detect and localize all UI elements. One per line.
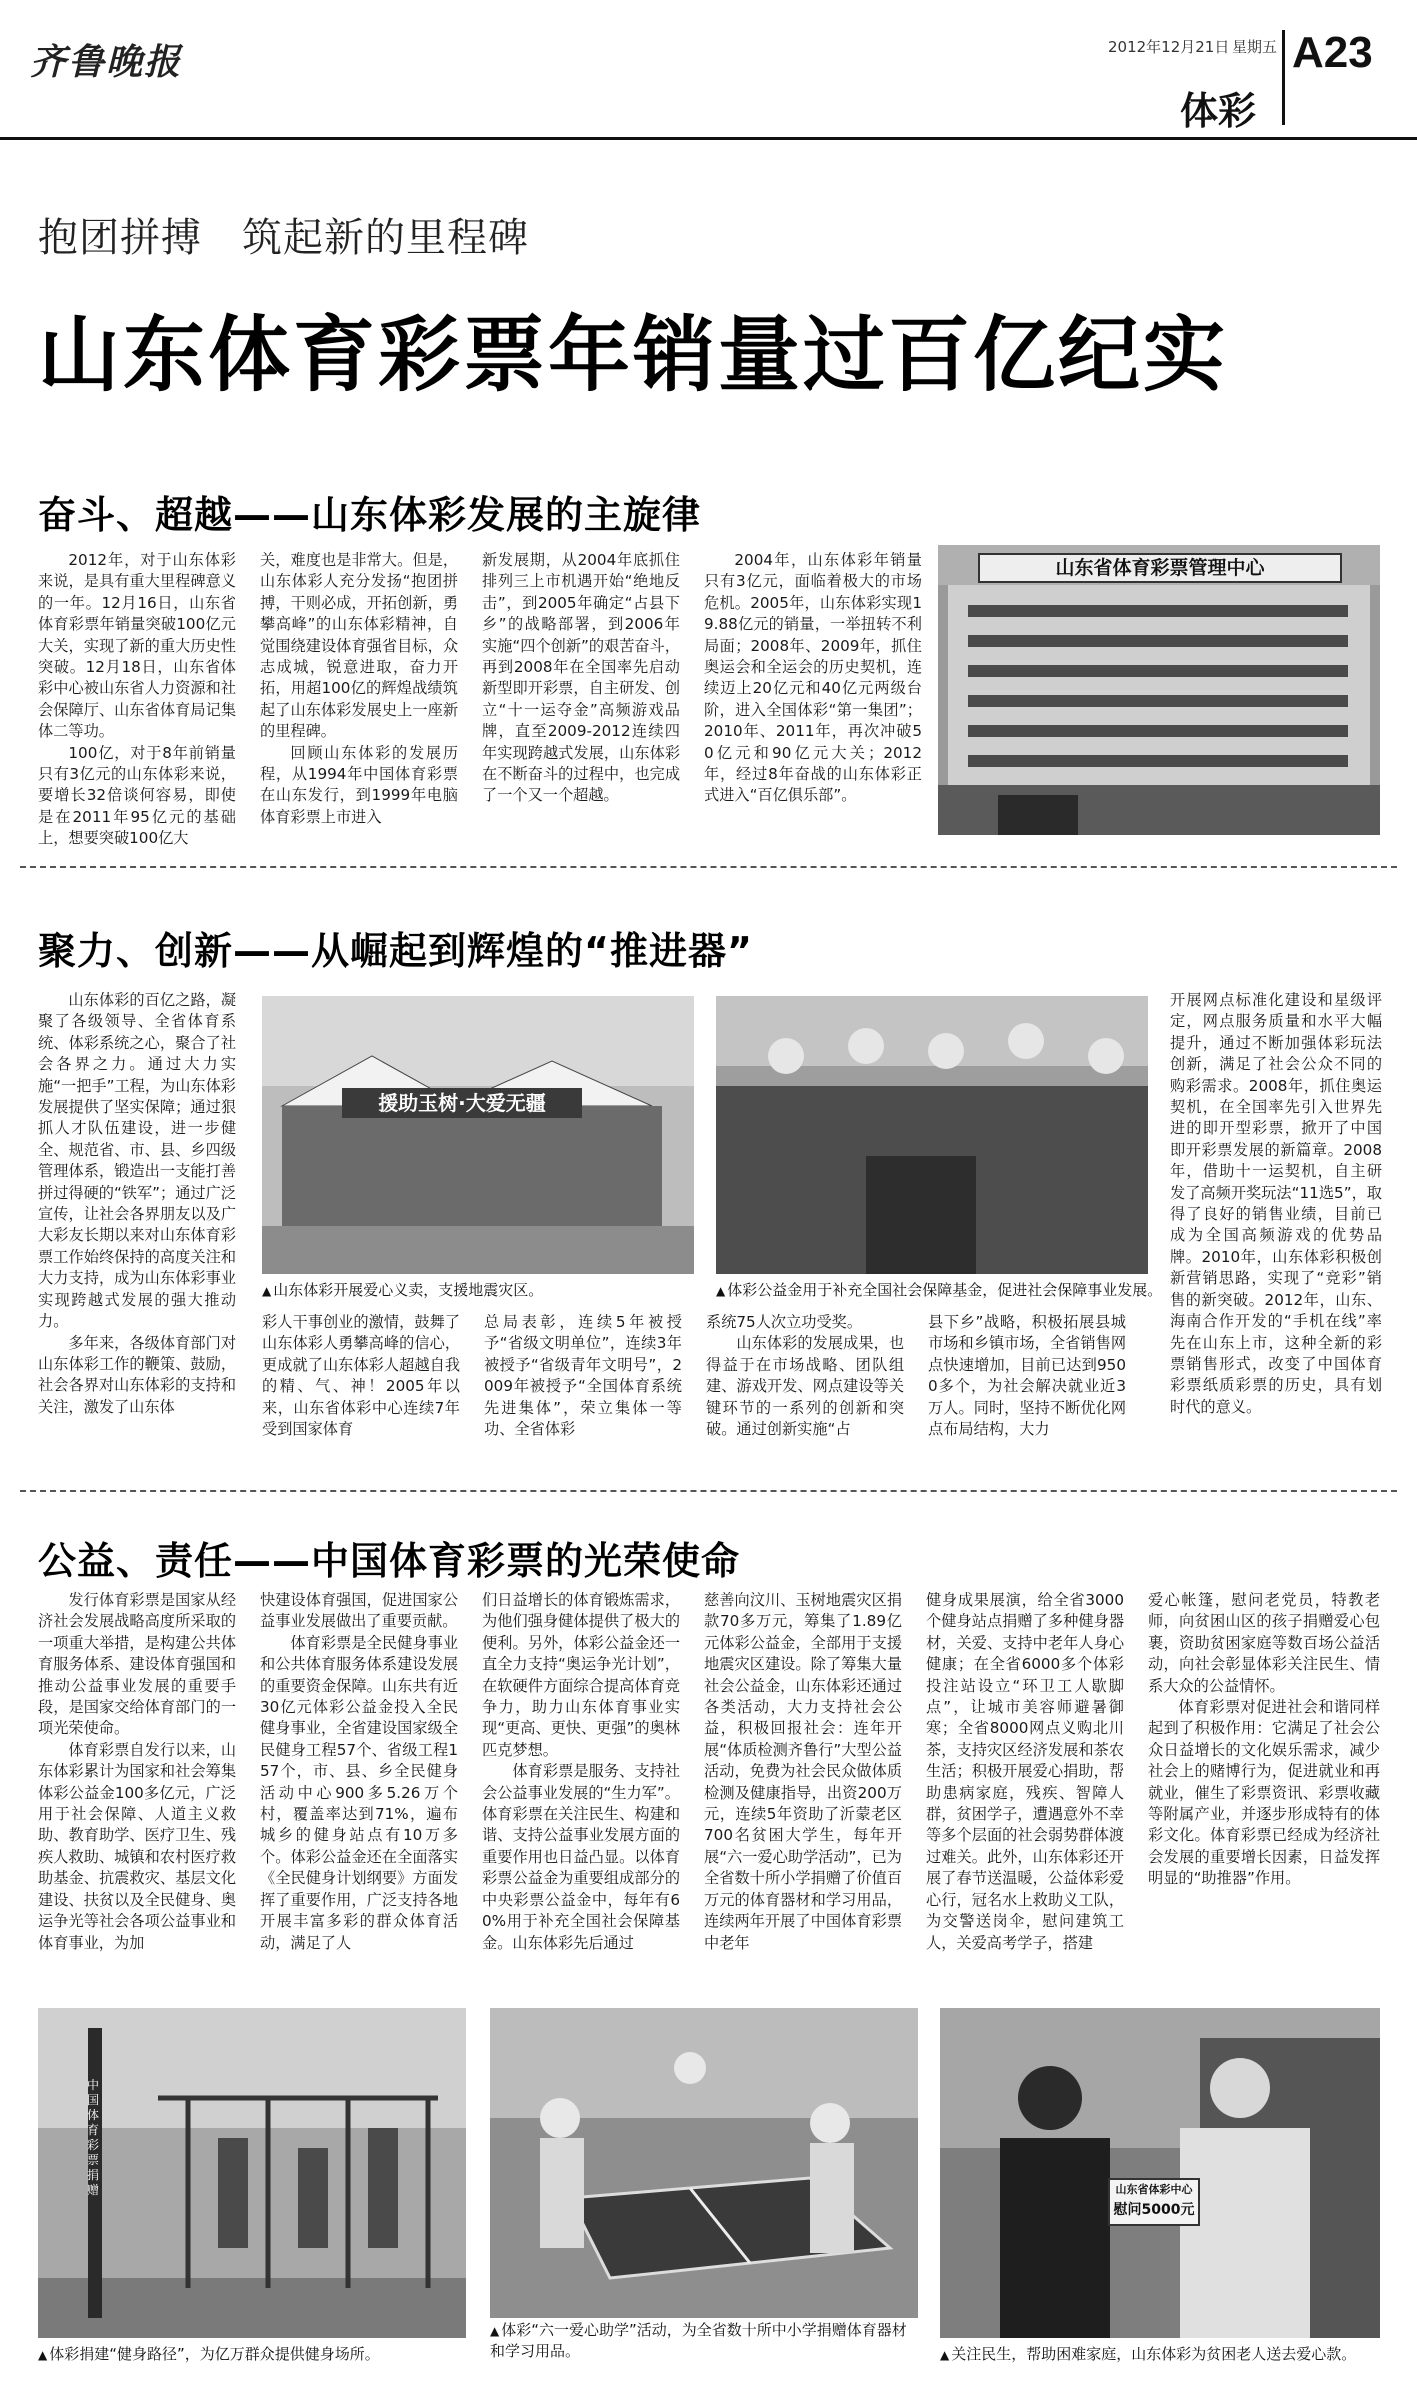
donation-check-sign	[1108, 2178, 1200, 2226]
page-headline: 山东体育彩票年销量过百亿纪实	[38, 308, 1229, 403]
section1-column-3	[482, 550, 680, 850]
section3-column-6	[1148, 1590, 1380, 1994]
paragraph: 总局表彰，连续5年被授予“省级文明单位”，连续3年被授予“省级青年文明号”，2009年被授予“全国体育系统先进集体”，荣立集体一等功、全省体彩	[484, 1313, 682, 1439]
issue-weekday: 星期五	[1232, 38, 1278, 56]
masthead-rule	[0, 137, 1417, 140]
paragraph: 体育彩票对促进社会和谐同样起到了积极作用：它满足了社会公众日益增长的文化娱乐需求，减少社会上的赌博行为，促进就业和再就业，催生了彩票资讯、彩票收藏等附属产业，并逐步形成特有的体彩文化。体育彩票已经成为经济社会发展的重要增长因素，日益发挥明显的“助推器”作用。	[1148, 1698, 1380, 1888]
photo-caption: ▲ 山东体彩开展爱心义卖，支援地震灾区。	[262, 1281, 544, 1299]
section2-column-6	[1170, 990, 1382, 1470]
kicker-part-2: 筑起新的里程碑	[242, 215, 529, 261]
section1-column-4	[704, 550, 922, 850]
kicker	[38, 206, 529, 263]
fitness-path-illustration	[38, 2008, 466, 2338]
section2-column-2	[262, 1312, 460, 1472]
charity-sale-illustration	[262, 996, 694, 1274]
caption-text: 山东体彩开展爱心义卖，支援地震灾区。	[273, 1281, 544, 1299]
fitness-sign: 中国体育彩票捐赠	[86, 2078, 99, 2197]
section2-column-4	[706, 1312, 904, 1472]
caption-text: 体彩捐建“健身路径”，为亿万群众提供健身场所。	[49, 2345, 380, 2363]
photo-fitness-path	[38, 2008, 466, 2338]
paragraph: 爱心帐篷，慰问老党员，特教老师，向贫困山区的孩子捐赠爱心包裹，资助贫困家庭等数百场公益活动，向社会彰显体彩关注民生、情系大众的公益情怀。	[1148, 1591, 1380, 1695]
section3-column-3	[482, 1590, 680, 1994]
photo-performers	[716, 996, 1148, 1274]
masthead-divider	[1282, 30, 1285, 125]
newspaper-logo: 齐鲁晚报	[30, 41, 183, 83]
paragraph: 开展网点标准化建设和星级评定，网点服务质量和水平大幅提升，通过不断加强体彩玩法创新，满足了社会公众不同的购彩需求。2008年，抓住奥运契机，在全国率先引入世界先进的即开型彩票，掀开了中国即开彩票发展的新篇章。2008年，借助十一运契机，自主研发了高频开奖玩法“11选5”，取得了良好的销售业绩，目前已成为全国高频游戏的优势品牌。2010年，山东体彩积极创新营销思路，实现了“竞彩”销售的新突破。2012年，山东、海南合作开发的“手机在线”率先在山东上市，这种全新的彩票销售形式，改变了中国体育彩票纸质彩票的历史，具有划时代的意义。	[1170, 991, 1382, 1416]
paragraph: 山东体彩的发展成果，也得益于在市场战略、团队组建、游戏开发、网点建设等关键环节的一系列的创新和突破。通过创新实施“占	[706, 1334, 904, 1439]
paragraph: 们日益增长的体育锻炼需求，为他们强身健体提供了极大的便利。另外，体彩公益金还一直全力支持“奥运争光计划”，在软硬件方面综合提高体育竞争力，助力山东体育事业实现“更高、更快、更强”的奥林匹克梦想。	[482, 1591, 680, 1759]
paragraph: 系统75人次立功受奖。	[706, 1313, 863, 1331]
performers-illustration	[716, 996, 1148, 1274]
paragraph: 多年来，各级体育部门对山东体彩工作的鞭策、鼓励，社会各界对山东体彩的支持和关注，激发了山东体	[38, 1333, 236, 1416]
paragraph: 2012年，对于山东体彩来说，是具有重大里程碑意义的一年。12月16日，山东省体育彩票年销量突破100亿元大关，实现了新的重大历史性突破。12月18日，山东省体彩中心被山东省人力资源和社会保障厅、山东省体育局记集体二等功。	[38, 551, 236, 741]
paragraph: 慈善向汶川、玉树地震灾区捐款70多万元，筹集了1.89亿元体彩公益金，全部用于支援地震灾区建设。除了筹集大量社会公益金，山东体彩还通过各类活动，大力支持社会公益，积极回报社会：连年开展“体质检测齐鲁行”大型公益活动，免费为社会民众做体质检测及健康指导，出资200万元，连续5年资助了沂蒙老区700名贫困大学生，每年开展“六一爱心助学活动”，已为全省数十所小学捐赠了价值百万元的体育器材和学习用品，连续两年开展了中国体育彩票中老年	[704, 1591, 902, 1952]
section-divider	[20, 866, 1397, 868]
paragraph: 新发展期，从2004年底抓住排列三上市机遇开始“绝地反击”，到2005年确定“占县下乡”的战略部署，到2006年实施“四个创新”的艰苦奋斗，再到2008年在全国率先启动新型即开彩票，自主研发、创立“十一运夺金”高频游戏品牌，直至2009-2012连续四年实现跨越式发展，山东体彩在不断奋斗的过程中，也完成了一个又一个超越。	[482, 551, 680, 805]
photo-charity-sale	[262, 996, 694, 1274]
kicker-part-1: 抱团拼搏	[38, 215, 202, 261]
caption-text: 体彩“六一爱心助学”活动，为全省数十所中小学捐赠体育器材和学习用品。	[490, 2321, 907, 2360]
paragraph: 快建设体育强国，促进国家公益事业发展做出了重要贡献。	[260, 1591, 458, 1631]
section3-column-5	[926, 1590, 1124, 1994]
photo-table-tennis	[490, 2008, 918, 2318]
paragraph: 健身成果展演，给全省3000个健身站点捐赠了多种健身器材，关爱、支持中老年人身心健康；在全省6000多个体彩投注站设立“环卫工人歇脚点”，让城市美容师避暑御寒；全省8000网点义购北川茶，支持灾区经济发展和茶农生活；积极开展爱心捐助，帮助患病家庭，残疾、智障人群，贫困学子，遭遇意外不幸等多个层面的社会弱势群体渡过难关。此外，山东体彩还开展了春节送温暖，公益体彩爱心行，冠名水上救助义工队，为交警送岗伞，慰问建筑工人，关爱高考学子，搭建	[926, 1591, 1124, 1952]
page-number: A23	[1292, 28, 1373, 77]
photo-caption: ▲ 体彩“六一爱心助学”活动，为全省数十所中小学捐赠体育器材和学习用品。	[490, 2321, 907, 2360]
building-illustration	[938, 545, 1380, 835]
section-divider	[20, 1490, 1397, 1492]
paragraph: 发行体育彩票是国家从经济社会发展战略高度所采取的一项重大举措，是构建公共体育服务体系、建设体育强国和推动公益事业发展的重要手段，是国家交给体育部门的一项光荣使命。	[38, 1591, 236, 1738]
section2-title: 聚力、创新——从崛起到辉煌的“推进器”	[38, 929, 753, 973]
issue-date: 2012年12月21日	[1108, 38, 1230, 56]
paragraph: 100亿，对于8年前销量只有3亿元的山东体彩来说，要增长32倍谈何容易，即使是在2011年95亿元的基础上，想要突破100亿大	[38, 743, 236, 848]
section2-column-3	[484, 1312, 682, 1472]
section1-column-2	[260, 550, 458, 850]
section2-column-1	[38, 990, 236, 1470]
paragraph: 彩人干事创业的激情，鼓舞了山东体彩人勇攀高峰的信心，更成就了山东体彩人超越自我的精、气、神！2005年以来，山东省体彩中心连续7年受到国家体育	[262, 1313, 460, 1439]
section-name: 体彩	[1180, 89, 1257, 133]
building-sign: 山东省体育彩票管理中心	[978, 553, 1342, 583]
paragraph: 关，难度也是非常大。但是，山东体彩人充分发扬“抱团拼搏，干则必成，开拓创新，勇攀高峰”的山东体彩精神，自觉围绕建设体育强省目标，众志成城，锐意进取，奋力开拓，用超100亿的辉煌战绩筑起了山东体彩发展史上一座新的里程碑。	[260, 551, 458, 741]
charity-banner: 援助玉树·大爱无疆	[342, 1088, 582, 1118]
section3-column-2	[260, 1590, 458, 1994]
paragraph: 体育彩票是服务、支持社会公益事业发展的“生力军”。体育彩票在关注民生、构建和谐、支持公益事业发展方面的重要作用也日益凸显。以体育彩票公益金为重要组成部分的中央彩票公益金中，每年有60%用于补充全国社会保障基金。山东体彩先后通过	[482, 1762, 680, 1952]
table-tennis-illustration	[490, 2008, 918, 2318]
caption-text: 关注民生，帮助困难家庭，山东体彩为贫困老人送去爱心款。	[951, 2345, 1357, 2363]
section3-column-4	[704, 1590, 902, 1994]
paragraph: 山东体彩的百亿之路，凝聚了各级领导、全省体育系统、体彩系统之心，聚合了社会各界之力。通过大力实施“一把手”工程，为山东体彩发展提供了坚实保障；通过狠抓人才队伍建设，进一步健全、规范省、市、县、乡四级管理体系，锻造出一支能打善拼过得硬的“铁军”；通过广泛宣传，让社会各界朋友以及广大彩友长期以来对山东体育彩票工作始终保持的高度关注和大力支持，成为山东体彩事业实现跨越式发展的强大推动力。	[38, 991, 236, 1331]
photo-caption: ▲ 关注民生，帮助困难家庭，山东体彩为贫困老人送去爱心款。	[940, 2345, 1357, 2363]
photo-caption: ▲ 体彩公益金用于补充全国社会保障基金，促进社会保障事业发展。	[716, 1281, 1163, 1299]
check-line-1: 山东省体彩中心	[1115, 2183, 1193, 2196]
photo-elderly-aid	[940, 2008, 1380, 2338]
section1-column-1	[38, 550, 236, 850]
paragraph: 回顾山东体彩的发展历程，从1994年中国体育彩票在山东发行，到1999年电脑体育彩票上市进入	[260, 743, 458, 826]
check-line-2: 慰问5000元	[1113, 2202, 1195, 2218]
caption-text: 体彩公益金用于补充全国社会保障基金，促进社会保障事业发展。	[727, 1281, 1163, 1299]
paragraph: 体育彩票是全民健身事业和公共体育服务体系建设发展的重要资金保障。山东共有近30亿元体彩公益金投入全民健身事业，全省建设国家级全民健身工程57个、省级工程157个，市、县、乡全民健身活动中心900多5.26万个村，覆盖率达到71%，遍布城乡的健身站点有10万多个。体彩公益金还在全面落实《全民健身计划纲要》方面发挥了重要作用，广泛支持各地开展丰富多彩的群众体育活动，满足了人	[260, 1633, 458, 1952]
elderly-aid-illustration	[940, 2008, 1380, 2338]
photo-caption: ▲ 体彩捐建“健身路径”，为亿万群众提供健身场所。	[38, 2345, 380, 2363]
section2-column-5	[928, 1312, 1126, 1472]
photo-lottery-center-building	[938, 545, 1380, 835]
section1-title: 奋斗、超越——山东体彩发展的主旋律	[38, 493, 702, 537]
section3-title: 公益、责任——中国体育彩票的光荣使命	[38, 1539, 741, 1583]
paragraph: 县下乡”战略，积极拓展县城市场和乡镇市场，全省销售网点快速增加，目前已达到9500多个，为社会解决就业近3万人。同时，坚持不断优化网点布局结构，大力	[928, 1313, 1126, 1439]
paragraph: 体育彩票自发行以来，山东体彩累计为国家和社会筹集体彩公益金100多亿元，广泛用于社会保障、人道主义救助、教育助学、医疗卫生、残疾人救助、城镇和农村医疗救助基金、抗震救灾、基层文化建设、扶贫以及全民健身、奥运争光等社会各项公益事业和体育事业，为加	[38, 1740, 236, 1952]
paragraph: 2004年，山东体彩年销量只有3亿元，面临着极大的市场危机。2005年，山东体彩实现19.88亿元的销量，一举扭转不利局面；2008年、2009年，抓住奥运会和全运会的历史契机，连续迈上20亿元和40亿元两级台阶，进入全国体彩“第一集团”；2010年、2011年，再次冲破50亿元和90亿元大关；2012年，经过8年奋战的山东体彩正式进入“百亿俱乐部”。	[704, 551, 922, 805]
section3-column-1	[38, 1590, 236, 1994]
